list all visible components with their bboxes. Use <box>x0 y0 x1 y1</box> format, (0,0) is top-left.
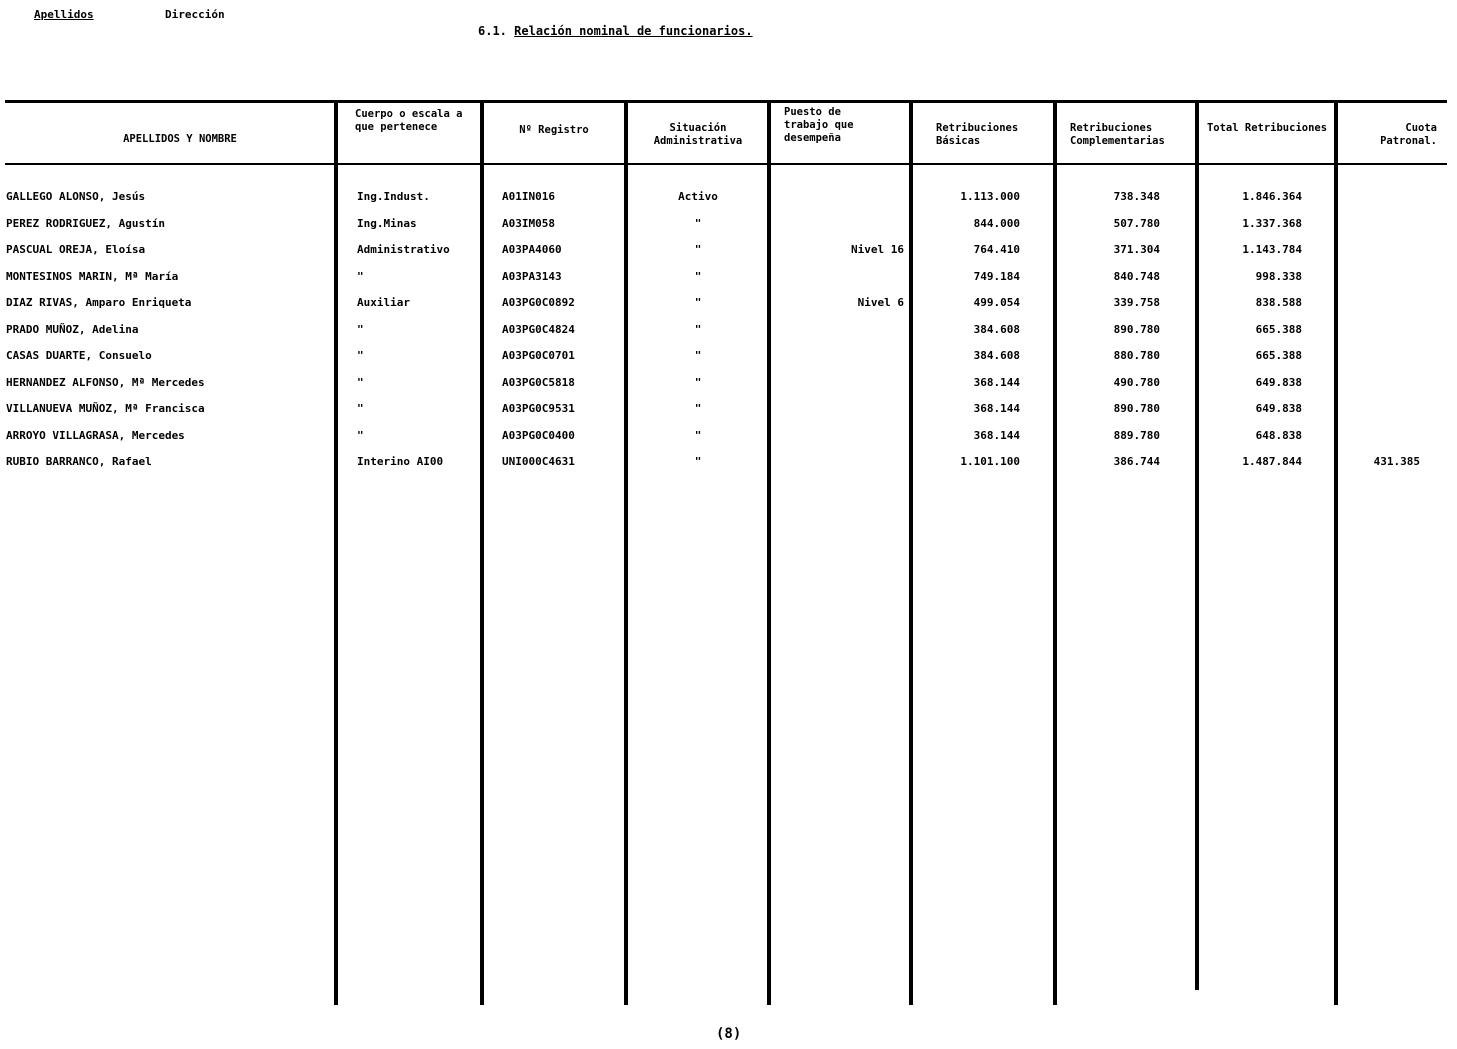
cell-situacion: " <box>694 296 702 309</box>
cell-basicas: 1.101.100 <box>960 455 1020 468</box>
cell-basicas: 844.000 <box>973 217 1020 230</box>
cell-complementarias: 339.758 <box>1113 296 1160 309</box>
cell-total: 649.838 <box>1255 402 1302 415</box>
column-header-basicas: Retribuciones Básicas <box>936 122 1019 147</box>
cell-total: 1.337.368 <box>1242 217 1302 230</box>
cell-registro: A03PG0C0892 <box>502 296 575 309</box>
cell-name: CASAS DUARTE, Consuelo <box>6 349 152 362</box>
cell-basicas: 499.054 <box>973 296 1020 309</box>
cell-cuerpo: " <box>357 323 364 336</box>
cell-registro: A03PA4060 <box>502 243 562 256</box>
column-header-cuerpo: Cuerpo o escala a que pertenece <box>355 108 463 133</box>
cell-total: 1.846.364 <box>1242 190 1302 203</box>
cell-total: 649.838 <box>1255 376 1302 389</box>
cell-registro: A03PG0C5818 <box>502 376 575 389</box>
header-bottom-rule <box>5 163 1447 165</box>
cell-name: PRADO MUÑOZ, Adelina <box>6 323 139 336</box>
cell-complementarias: 386.744 <box>1113 455 1160 468</box>
cell-name: RUBIO BARRANCO, Rafael <box>6 455 152 468</box>
table-top-rule <box>5 100 1447 103</box>
page-number: (8) <box>716 1026 742 1042</box>
column-header-puesto: Puesto de trabajo que desempeña <box>784 106 854 144</box>
column-header-situacion: Situación Administrativa <box>653 122 743 147</box>
cell-basicas: 384.608 <box>973 323 1020 336</box>
cell-basicas: 1.113.000 <box>960 190 1020 203</box>
cell-cuerpo: " <box>357 349 364 362</box>
cell-complementarias: 490.780 <box>1113 376 1160 389</box>
cell-complementarias: 840.748 <box>1113 270 1160 283</box>
cell-registro: A03IM058 <box>502 217 555 230</box>
cell-basicas: 368.144 <box>973 376 1020 389</box>
column-divider <box>480 100 484 1005</box>
cell-basicas: 384.608 <box>973 349 1020 362</box>
cell-situacion: " <box>694 323 702 336</box>
cell-cuerpo: " <box>357 402 364 415</box>
cell-situacion: " <box>694 243 702 256</box>
column-divider <box>767 100 771 1005</box>
cell-complementarias: 890.780 <box>1113 402 1160 415</box>
cell-total: 1.487.844 <box>1242 455 1302 468</box>
cell-situacion: " <box>694 376 702 389</box>
cell-total: 1.143.784 <box>1242 243 1302 256</box>
cell-complementarias: 880.780 <box>1113 349 1160 362</box>
column-header-registro: Nº Registro <box>519 124 589 136</box>
cell-registro: UNI000C4631 <box>502 455 575 468</box>
cell-cuerpo: Administrativo <box>357 243 450 256</box>
cell-situacion: " <box>694 349 702 362</box>
cell-cuerpo: Ing.Indust. <box>357 190 430 203</box>
header-label-apellidos: Apellidos <box>34 8 94 21</box>
cell-cuerpo: " <box>357 270 364 283</box>
cell-name: MONTESINOS MARIN, Mª María <box>6 270 179 283</box>
cell-complementarias: 738.348 <box>1113 190 1160 203</box>
cell-registro: A03PG0C4824 <box>502 323 575 336</box>
cell-situacion: " <box>694 270 702 283</box>
column-header-apellidos: APELLIDOS Y NOMBRE <box>123 133 237 145</box>
title-prefix: 6.1. <box>478 24 507 38</box>
cell-total: 665.388 <box>1255 349 1302 362</box>
cell-complementarias: 371.304 <box>1113 243 1160 256</box>
cell-cuerpo: Interino AI00 <box>357 455 444 468</box>
cell-total: 648.838 <box>1255 429 1302 442</box>
cell-situacion: " <box>694 402 702 415</box>
cell-name: VILLANUEVA MUÑOZ, Mª Francisca <box>6 402 205 415</box>
page-title <box>478 24 753 38</box>
column-divider <box>334 100 338 1005</box>
column-header-cuota: Cuota Patronal. <box>1380 122 1437 147</box>
cell-total: 998.338 <box>1255 270 1302 283</box>
column-divider <box>624 100 628 1005</box>
cell-complementarias: 889.780 <box>1113 429 1160 442</box>
header-label-direccion: Dirección <box>165 8 225 21</box>
cell-cuerpo: Auxiliar <box>357 296 410 309</box>
cell-name: DIAZ RIVAS, Amparo Enriqueta <box>6 296 192 309</box>
cell-cuerpo: " <box>357 376 364 389</box>
cell-registro: A03PG0C9531 <box>502 402 575 415</box>
cell-total: 838.588 <box>1255 296 1302 309</box>
cell-basicas: 368.144 <box>973 402 1020 415</box>
cell-complementarias: 507.780 <box>1113 217 1160 230</box>
column-divider <box>1195 100 1199 990</box>
column-header-total: Total Retribuciones <box>1206 122 1328 134</box>
cell-name: GALLEGO ALONSO, Jesús <box>6 190 146 203</box>
cell-total: 665.388 <box>1255 323 1302 336</box>
cell-situacion: " <box>694 217 702 230</box>
cell-registro: A03PG0C0400 <box>502 429 575 442</box>
cell-name: ARROYO VILLAGRASA, Mercedes <box>6 429 185 442</box>
cell-cuota: 431.385 <box>1373 455 1420 468</box>
cell-name: PEREZ RODRIGUEZ, Agustín <box>6 217 165 230</box>
cell-registro: A01IN016 <box>502 190 555 203</box>
cell-basicas: 749.184 <box>973 270 1020 283</box>
column-divider <box>1334 100 1338 1005</box>
cell-puesto: Nivel 16 <box>851 243 904 256</box>
column-divider <box>1053 100 1057 1005</box>
cell-name: PASCUAL OREJA, Eloísa <box>6 243 146 256</box>
cell-basicas: 764.410 <box>973 243 1020 256</box>
cell-registro: A03PG0C0701 <box>502 349 575 362</box>
cell-complementarias: 890.780 <box>1113 323 1160 336</box>
column-header-complementarias: Retribuciones Complementarias <box>1070 122 1165 147</box>
title-text: Relación nominal de funcionarios. <box>514 24 753 38</box>
cell-cuerpo: " <box>357 429 364 442</box>
cell-puesto: Nivel 6 <box>857 296 904 309</box>
cell-situacion: " <box>694 429 702 442</box>
cell-name: HERNANDEZ ALFONSO, Mª Mercedes <box>6 376 205 389</box>
cell-situacion: " <box>694 455 702 468</box>
column-divider <box>909 100 913 1005</box>
cell-registro: A03PA3143 <box>502 270 562 283</box>
cell-situacion: Activo <box>678 190 718 203</box>
cell-cuerpo: Ing.Minas <box>357 217 417 230</box>
cell-basicas: 368.144 <box>973 429 1020 442</box>
